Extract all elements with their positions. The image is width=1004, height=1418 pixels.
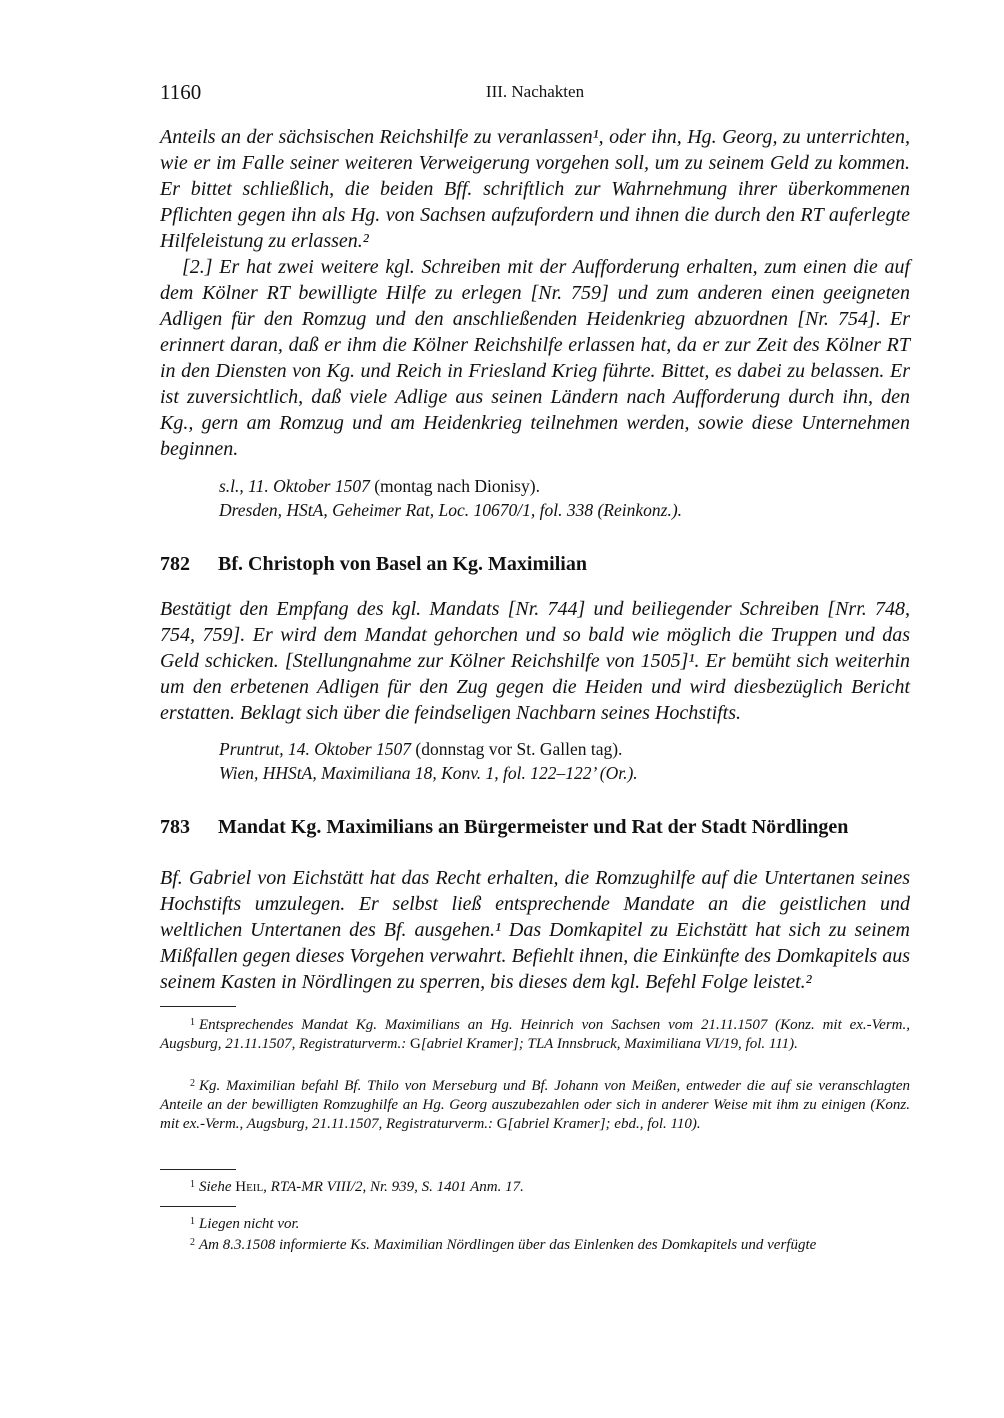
footnote-mark: 1: [190, 1216, 195, 1227]
footnote-prev-1: [160, 1013, 910, 1054]
prev-doc-paragraph-1: Anteils an der sächsischen Reichshilfe zu veranlassen¹, oder ihn, Hg. Georg, zu unterrichten, wie er im Falle seiner weiteren Verweigerung vorgehen soll, um zu seinem Geld zu kommen. Er bittet schließlich, die beiden Bff. schriftlich zur Wahrnehmung ihrer überkommenen Pflichten gegen ihn als Hg. von Sachsen aufzufordern und ihnen die durch den RT auferlegte Hilfeleistung zu erlassen.²: [160, 126, 910, 252]
footnote-text: [abriel Kramer]; TLA Innsbruck, Maximiliana VI/19, fol. 111).: [420, 1036, 798, 1052]
doc-783-heading: [160, 814, 910, 840]
footnote-mark: 2: [190, 1237, 195, 1248]
footnote-text: Entsprechendes Mandat Kg. Maximilians an Hg. Heinrich von Sachsen vom 21.11.1507 (Konz. mit ex.-Verm., Augsburg, 21.11.1507, Registraturverm.:: [160, 1017, 910, 1052]
page-number: 1160: [160, 80, 202, 104]
prev-doc-date-original: (montag nach Dionisy).: [374, 476, 540, 496]
doc-783-summary: Bf. Gabriel von Eichstätt hat das Recht erhalten, die Romzughilfe auf die Untertanen seines Hochstifts umzulegen. Er selbst ließ entsprechende Mandate an die geistlichen und weltlichen Untertanen des Bf. ausgehen.¹ Das Domkapitel zu Eichstätt hat sich zu seinem Mißfallen gegen dieses Vorgehen verwahrt. Befiehlt ihnen, die Einkünfte des Domkapitels aus seinem Kasten in Nördlingen zu sperren, bis dieses dem kgl. Befehl Folge leistet.²: [160, 867, 910, 993]
doc-782-place-date: Pruntrut, 14. Oktober 1507: [219, 739, 412, 759]
footnote-rule: [160, 1006, 236, 1007]
doc-783-number: 783: [160, 816, 190, 838]
footnote-initial: G: [496, 1116, 508, 1132]
footnote-author: Heil: [235, 1179, 264, 1195]
doc-782-number: 782: [160, 553, 190, 575]
doc-782-place-date-line: [219, 737, 909, 761]
prev-doc-meta: [219, 474, 909, 522]
footnote-782-1: [160, 1175, 910, 1197]
doc-782-date-original: (donnstag vor St. Gallen tag).: [415, 739, 623, 759]
prev-doc-source: Dresden, HStA, Geheimer Rat, Loc. 10670/1, fol. 338 (Reinkonz.).: [219, 500, 683, 520]
footnote-text: Kg. Maximilian befahl Bf. Thilo von Merseburg und Bf. Johann von Meißen, entweder die auf sie veranschlagten Anteile an der bewilligten Romzughilfe an Hg. Georg auszubezahlen oder sich in anderer Weise mit ihm zu einigen (Konz. mit ex.-Verm., Augsburg, 21.11.1507, Registraturverm.:: [160, 1078, 910, 1132]
doc-782-title: Bf. Christoph von Basel an Kg. Maximilian: [218, 553, 587, 575]
doc-782-summary: Bestätigt den Empfang des kgl. Mandats [Nr. 744] und beiliegender Schreiben [Nrr. 748, 754, 759]. Er wird dem Mandat gehorchen und so bald wie möglich die Truppen und das Geld schicken. [Stellungnahme zur Kölner Reichshilfe von 1505]¹. Er bemüht sich weiterhin um den erbetenen Adligen für den Zug gegen die Heiden und wird diesbezüglich Bericht erstatten. Beklagt sich über die feindseligen Nachbarn seines Hochstifts.: [160, 598, 910, 724]
footnote-mark: 1: [190, 1017, 195, 1028]
footnote-783-1: [160, 1212, 910, 1234]
footnote-initial: G: [409, 1036, 421, 1052]
footnote-rule: [160, 1169, 236, 1170]
page-header: [160, 80, 910, 106]
footnote-text: [abriel Kramer]; ebd., fol. 110).: [507, 1116, 701, 1132]
footnote-text: , RTA-MR VIII/2, Nr. 939, S. 1401 Anm. 17.: [263, 1179, 524, 1195]
footnote-text: Liegen nicht vor.: [199, 1216, 300, 1232]
running-head: III. Nachakten: [485, 82, 585, 101]
footnote-text: Siehe: [199, 1179, 236, 1195]
footnote-mark: 2: [190, 1078, 195, 1089]
footnote-prev-2: [160, 1074, 910, 1134]
footnote-text: Am 8.3.1508 informierte Ks. Maximilian Nördlingen über das Einlenken des Domkapitels und verfügte: [199, 1237, 817, 1253]
doc-782-source: Wien, HHStA, Maximiliana 18, Konv. 1, fol. 122–122’ (Or.).: [219, 763, 638, 783]
prev-doc-paragraph-2: [2.] Er hat zwei weitere kgl. Schreiben mit der Aufforderung erhalten, zum einen die auf dem Kölner RT bewilligte Hilfe zu erlegen [Nr. 759] und zum anderen einen geeigneten Adligen für den Romzug und den anschließenden Heidenkrieg abzuordnen [Nr. 754]. Er erinnert daran, daß er ihm die Kölner Reichshilfe erlassen hat, da er zur Zeit des Kölner RT in den Diensten von Kg. und Reich in Friesland Krieg führte. Bittet, es dabei zu belassen. Er ist zuversichtlich, daß viele Adlige aus seinen Ländern nach Aufforderung durch ihn, den Kg., gern am Romzug und am Heidenkrieg teilnehmen werden, sowie diese Unternehmen beginnen.: [160, 256, 910, 460]
prev-doc-place-date: s.l., 11. Oktober 1507: [219, 476, 370, 496]
footnote-783-2: [160, 1233, 910, 1255]
doc-783-title: Mandat Kg. Maximilians an Bürgermeister und Rat der Stadt Nördlingen: [218, 816, 849, 838]
doc-782-meta: [219, 737, 909, 785]
prev-doc-place-date-line: [219, 474, 909, 498]
footnote-rule: [160, 1206, 236, 1207]
doc-782-heading: [160, 551, 910, 577]
footnote-mark: 1: [190, 1179, 195, 1190]
